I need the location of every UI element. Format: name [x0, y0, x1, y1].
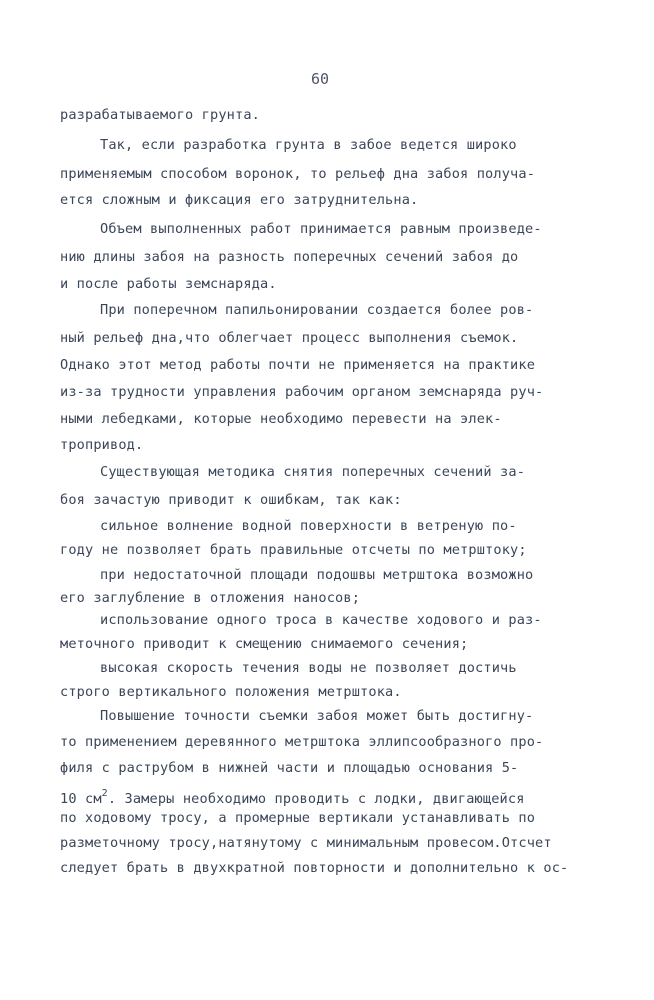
- text-line: боя зачастую приводит к ошибкам, так как:: [60, 492, 402, 508]
- text-line: то применением деревянного метрштока эллипсообразного про-: [60, 734, 544, 750]
- text-line: строго вертикального положения метрштока.: [60, 684, 402, 700]
- text-line: следует брать в двухкратной повторности и дополнительно к ос-: [60, 860, 569, 876]
- text-line: году не позволяет брать правильные отсчеты по метрштоку;: [60, 542, 527, 558]
- text-line: его заглубление в отложения наносов;: [60, 590, 361, 606]
- text-line: и после работы земснаряда.: [60, 276, 277, 292]
- text-line: высокая скорость течения воды не позволяет достичь: [100, 660, 517, 676]
- text-line: тропривод.: [60, 437, 144, 453]
- text-line: разрабатываемого грунта.: [60, 107, 261, 123]
- text-line: использование одного троса в качестве ходового и раз-: [100, 612, 542, 628]
- text-line: ется сложным и фиксация его затруднительна.: [60, 192, 419, 208]
- text-line: Однако этот метод работы почти не применяется на практике: [60, 357, 536, 373]
- text-line: При поперечном папильонировании создается более ров-: [100, 302, 534, 318]
- text-line: разметочному тросу,натянутому с минимальным провесом.Отсчет: [60, 835, 552, 851]
- text-line: Так, если разработка грунта в забое ведется широко: [100, 137, 517, 153]
- page-number: 60: [310, 70, 330, 88]
- text-line: применяемым способом воронок, то рельеф дна забоя получа-: [60, 166, 536, 182]
- text-line: Повышение точности съемки забоя может быть достигну-: [100, 708, 534, 724]
- text-line: Существующая методика снятия поперечных сечений за-: [100, 464, 526, 480]
- text-line: меточного приводит к смещению снимаемого сечения;: [60, 636, 469, 652]
- superscript: 2: [101, 788, 108, 799]
- text-line: нию длины забоя на разность поперечных сечений забоя до: [60, 249, 519, 265]
- text-line: из-за трудности управления рабочим органом земснаряда руч-: [60, 384, 544, 400]
- text-fragment: 10 см: [60, 791, 102, 807]
- text-line: при недостаточной площади подошвы метрштока возможно: [100, 567, 534, 583]
- text-fragment: . Замеры необходимо проводить с лодки, двигающейся: [107, 791, 525, 807]
- text-line: по ходовому тросу, а промерные вертикали устанавливать по: [60, 810, 536, 826]
- text-line: филя с раструбом в нижней части и площадью основания 5-: [60, 760, 519, 776]
- text-line: сильное волнение водной поверхности в ветреную по-: [100, 518, 517, 534]
- text-line: ный рельеф дна,что облегчает процесс выполнения съемок.: [60, 330, 519, 346]
- text-line: Объем выполненных работ принимается равным произведе-: [100, 221, 542, 237]
- text-line: [60, 786, 525, 807]
- text-line: ными лебедками, которые необходимо перевести на элек-: [60, 411, 502, 427]
